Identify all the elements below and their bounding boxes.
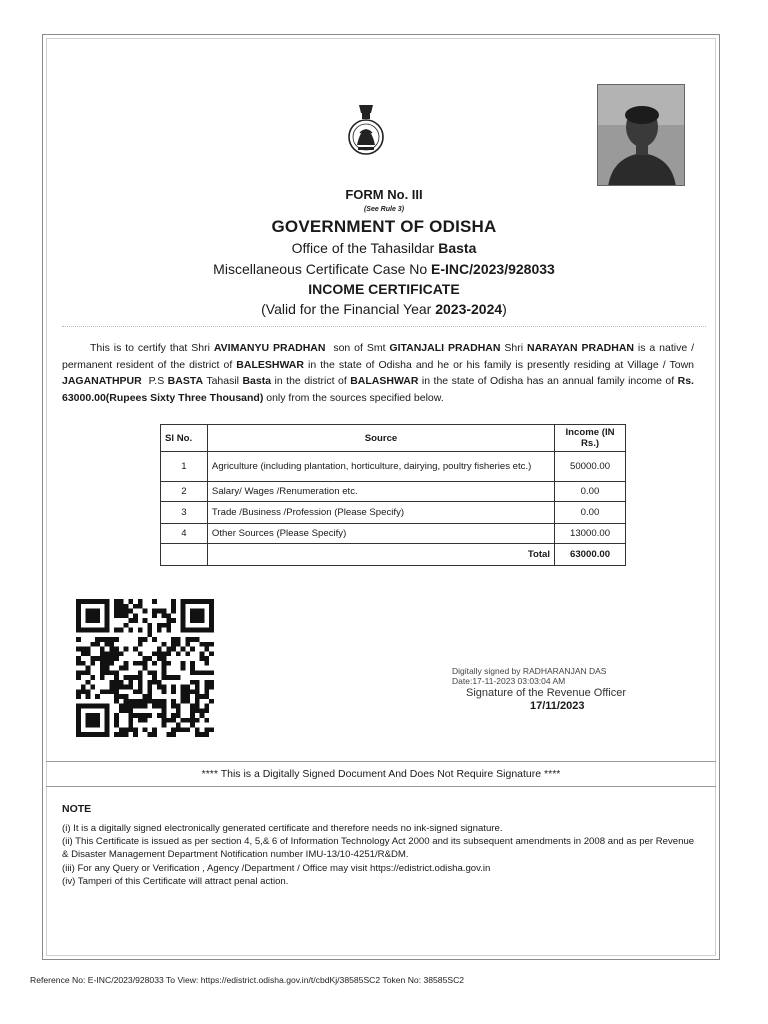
body-text-7: Tahasil <box>206 375 240 388</box>
row-source: Salary/ Wages /Renumeration etc. <box>207 482 554 502</box>
total-label: Total <box>207 544 554 566</box>
see-rule: (See Rule 3) <box>363 206 405 213</box>
header-source: Source <box>207 425 554 452</box>
qr-code <box>76 599 214 737</box>
validity-line <box>60 301 708 317</box>
office-prefix: Office of the Tahasildar <box>291 240 435 256</box>
divider-top <box>46 761 716 762</box>
applicant-photo <box>597 84 685 186</box>
row-source: Trade /Business /Profession (Please Specify) <box>207 502 554 524</box>
row-sl: 2 <box>161 482 208 502</box>
police-station: BASTA <box>167 375 204 388</box>
header-income: Income (IN Rs.) <box>555 425 626 452</box>
income-table <box>160 424 626 566</box>
note-item: (ii) This Certificate is issued as per section 4, 5,& 6 of Information Technology Act 2000 and its subsequent amendments in 2008 and as per Revenue & Disaster Management Department Notification number IMU-13/10-4251/R&DM. <box>62 836 695 861</box>
table-row <box>161 482 626 502</box>
total-empty-cell <box>161 544 208 566</box>
certificate-body <box>62 340 694 406</box>
body-text-1: This is to certify that Shri <box>90 342 210 354</box>
digitally-signed-by: Digitally signed by RADHARANJAN DAS <box>452 666 607 676</box>
body-text-5: in the state of Odisha and he or his family is presently residing at Village / Town <box>308 358 695 371</box>
note-item: (i) It is a digitally signed electronically generated certificate and therefore needs no ink-signed signature. <box>62 823 503 834</box>
divider-bottom <box>46 786 716 787</box>
tahasil-name: Basta <box>242 375 272 388</box>
signed-date: Date:17-11-2023 03:03:04 AM <box>452 676 566 686</box>
body-text-9: in the state of Odisha has an annual family income of <box>421 375 675 388</box>
government-title: GOVERNMENT OF ODISHA <box>271 217 497 236</box>
signature-date: 17/11/2023 <box>530 700 585 712</box>
applicant-name: AVIMANYU PRADHAN <box>213 342 326 354</box>
row-income: 50000.00 <box>555 452 626 482</box>
header-separator <box>62 326 706 327</box>
row-income: 0.00 <box>555 502 626 524</box>
father-name: NARAYAN PRADHAN <box>527 342 634 354</box>
body-text-3: Shri <box>504 342 524 354</box>
office-name: Basta <box>438 240 477 256</box>
row-source: Agriculture (including plantation, horticulture, dairying, poultry fisheries etc.) <box>207 452 554 482</box>
case-number: E-INC/2023/928033 <box>431 261 555 277</box>
reference-line: Reference No: E-INC/2023/928033 To View: https://edistrict.odisha.gov.in/t/cbdKj/38585SC2 Token No: 38585SC2 <box>30 975 465 985</box>
table-total-row <box>161 544 626 566</box>
note-item: (iv) Tamperi of this Certificate will attract penal action. <box>62 875 289 887</box>
header-sl: Sl No. <box>161 425 208 452</box>
row-sl: 1 <box>161 452 208 482</box>
body-text-4: is a native / permanent resident of the district of <box>62 342 695 371</box>
valid-year: 2023-2024 <box>435 301 503 317</box>
table-row <box>161 524 626 544</box>
row-sl: 3 <box>161 502 208 524</box>
state-emblem-icon <box>346 103 386 165</box>
total-value: 63000.00 <box>555 544 626 566</box>
table-header-row <box>161 425 626 452</box>
row-income: 0.00 <box>555 482 626 502</box>
mother-name: GITANJALI PRADHAN <box>389 342 501 354</box>
form-number: FORM No. III <box>345 187 423 202</box>
district-name-2: BALASHWAR <box>350 375 419 388</box>
note-item: (iii) For any Query or Verification , Agency /Department / Office may visit https://edistrict.odisha.gov.in <box>62 862 491 874</box>
signature-block <box>452 666 692 712</box>
body-text-8: in the district of <box>274 375 347 388</box>
income-amount: Rs. 63000.00(Rupees Sixty Three Thousand) <box>62 375 694 404</box>
body-text-10: only from the sources specified below. <box>266 391 444 404</box>
case-prefix: Miscellaneous Certificate Case No <box>213 261 428 277</box>
valid-suffix: ) <box>502 301 507 317</box>
row-sl: 4 <box>161 524 208 544</box>
row-source: Other Sources (Please Specify) <box>207 524 554 544</box>
table-row <box>161 502 626 524</box>
digital-signature-note: **** This is a Digitally Signed Document And Does Not Require Signature **** <box>201 768 561 780</box>
case-line <box>60 261 708 277</box>
district-name: BALESHWAR <box>236 358 304 371</box>
valid-prefix: (Valid for the Financial Year <box>261 301 432 317</box>
row-income: 13000.00 <box>555 524 626 544</box>
certificate-title: INCOME CERTIFICATE <box>308 281 460 297</box>
signature-title: Signature of the Revenue Officer <box>466 687 627 699</box>
note-heading: NOTE <box>62 803 92 815</box>
body-text-2: son of Smt <box>333 342 386 354</box>
body-text-6: P.S <box>148 375 165 388</box>
village-name: JAGANATHPUR <box>62 375 142 388</box>
notes-list <box>62 822 698 888</box>
table-row <box>161 452 626 482</box>
office-line <box>60 240 708 256</box>
